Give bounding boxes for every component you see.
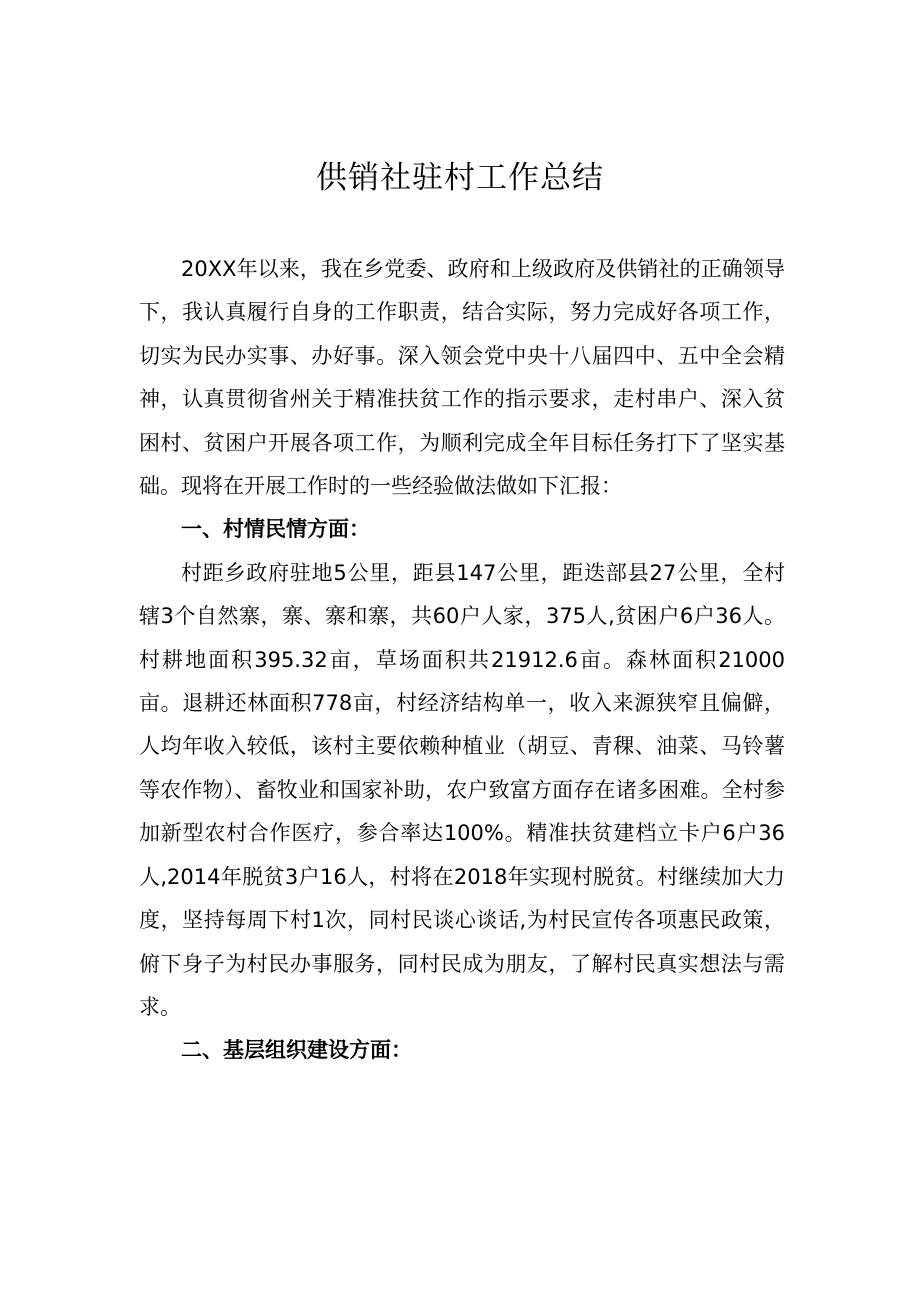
document-title: 供销社驻村工作总结: [316, 160, 604, 196]
section-paragraph-1: 村距乡政府驻地5公里，距县147公里，距迭部县27公里，全村辖3个自然寨，寨、寨和寨，共60户人家，375人,贫困户6户36人。村耕地面积395.32亩，草场面积共21912.6亩。森林面积21000亩。退耕还林面积778亩，村经济结构单一，收入来源狭窄且偏僻，人均年收入较低，该村主要依赖种植业（胡豆、青稞、油菜、马铃薯等农作物）、畜牧业和国家补助，农户致富方面存在诸多困难。全村参加新型农村合作医疗，参合率达100%。精准扶贫建档立卡户6户36人,2014年脱贫3户16人，村将在2018年实现村脱贫。村继续加大力度，坚持每周下村1次，同村民谈心谈话,为村民宣传各项惠民政策，俯下身子为村民办事服务，同村民成为朋友，了解村民真实想法与需求。: [139, 560, 785, 1019]
intro-paragraph: 20XX年以来，我在乡党委、政府和上级政府及供销社的正确领导下，我认真履行自身的工作职责，结合实际，努力完成好各项工作，切实为民办实事、办好事。深入领会党中央十八届四中、五中全会精神，认真贯彻省州关于精准扶贫工作的指示要求，走村串户、深入贫困村、贫困户开展各项工作，为顺利完成全年目标任务打下了坚实基础。现将在开展工作时的一些经验做法做如下汇报：: [139, 257, 785, 499]
document-body: [139, 248, 785, 1073]
section-heading-2: 二、基层组织建设方面：: [181, 1038, 412, 1063]
section-heading-1: 一、村情民情方面：: [181, 517, 370, 542]
